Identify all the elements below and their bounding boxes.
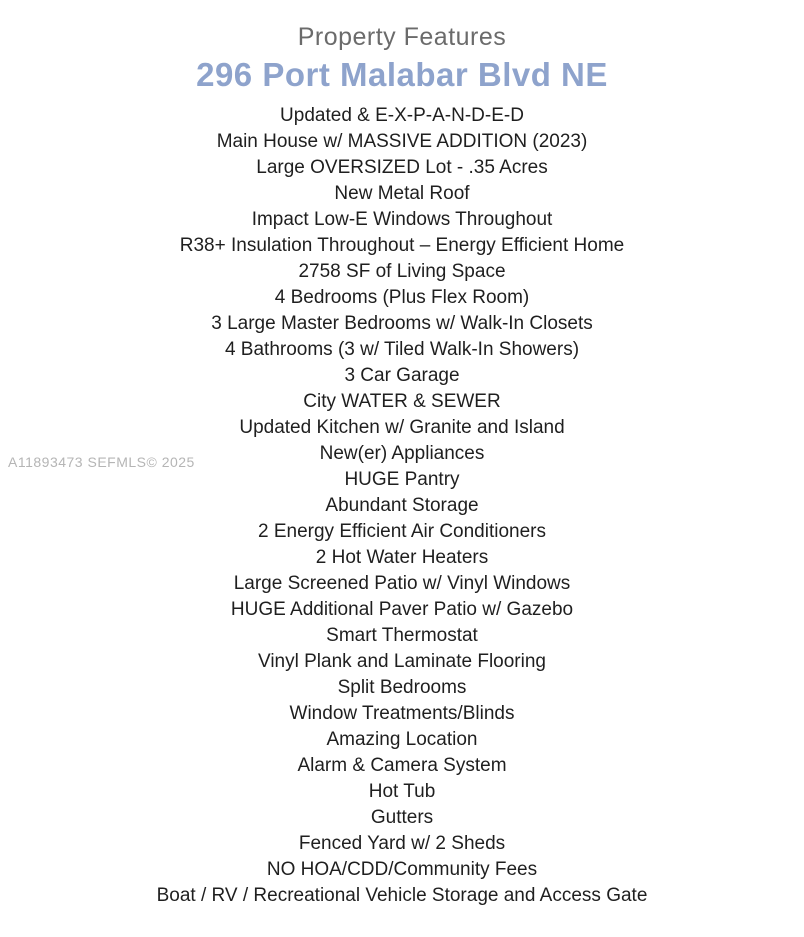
feature-item: Vinyl Plank and Laminate Flooring: [258, 651, 546, 672]
mls-watermark: A11893473 SEFMLS© 2025: [8, 454, 195, 470]
feature-item: New(er) Appliances: [319, 443, 485, 464]
feature-item: Split Bedrooms: [337, 677, 467, 698]
feature-item: 3 Car Garage: [344, 365, 460, 386]
feature-item: Amazing Location: [326, 729, 478, 750]
feature-item: 4 Bedrooms (Plus Flex Room): [274, 287, 530, 308]
feature-item: R38+ Insulation Throughout – Energy Efficient Home: [179, 235, 625, 256]
feature-item: NO HOA/CDD/Community Fees: [266, 859, 538, 880]
feature-item: HUGE Additional Paver Patio w/ Gazebo: [230, 599, 574, 620]
feature-item: 3 Large Master Bedrooms w/ Walk-In Closets: [211, 313, 593, 334]
feature-item: Large OVERSIZED Lot - .35 Acres: [256, 157, 548, 178]
feature-item: New Metal Roof: [334, 183, 470, 204]
feature-item: 2 Energy Efficient Air Conditioners: [258, 521, 546, 542]
feature-item: 2 Hot Water Heaters: [315, 547, 489, 568]
features-list: [0, 103, 804, 909]
page-title: Property Features: [297, 23, 507, 51]
feature-item: Impact Low-E Windows Throughout: [251, 209, 553, 230]
feature-item: Fenced Yard w/ 2 Sheds: [298, 833, 506, 854]
feature-item: Main House w/ MASSIVE ADDITION (2023): [216, 131, 588, 152]
feature-item: Large Screened Patio w/ Vinyl Windows: [233, 573, 571, 594]
feature-item: City WATER & SEWER: [303, 391, 501, 412]
feature-item: Window Treatments/Blinds: [289, 703, 515, 724]
feature-item: 2758 SF of Living Space: [298, 261, 506, 282]
feature-item: 4 Bathrooms (3 w/ Tiled Walk-In Showers): [224, 339, 580, 360]
feature-item: Updated Kitchen w/ Granite and Island: [239, 417, 565, 438]
feature-item: Alarm & Camera System: [297, 755, 507, 776]
feature-item: Updated & E-X-P-A-N-D-E-D: [280, 105, 524, 126]
feature-item: Smart Thermostat: [326, 625, 478, 646]
feature-item: Hot Tub: [368, 781, 436, 802]
feature-item: Gutters: [370, 807, 434, 828]
feature-item: Abundant Storage: [325, 495, 479, 516]
feature-item: Boat / RV / Recreational Vehicle Storage and Access Gate: [156, 885, 648, 906]
property-address: 296 Port Malabar Blvd NE: [196, 56, 608, 93]
feature-item: HUGE Pantry: [344, 469, 460, 490]
